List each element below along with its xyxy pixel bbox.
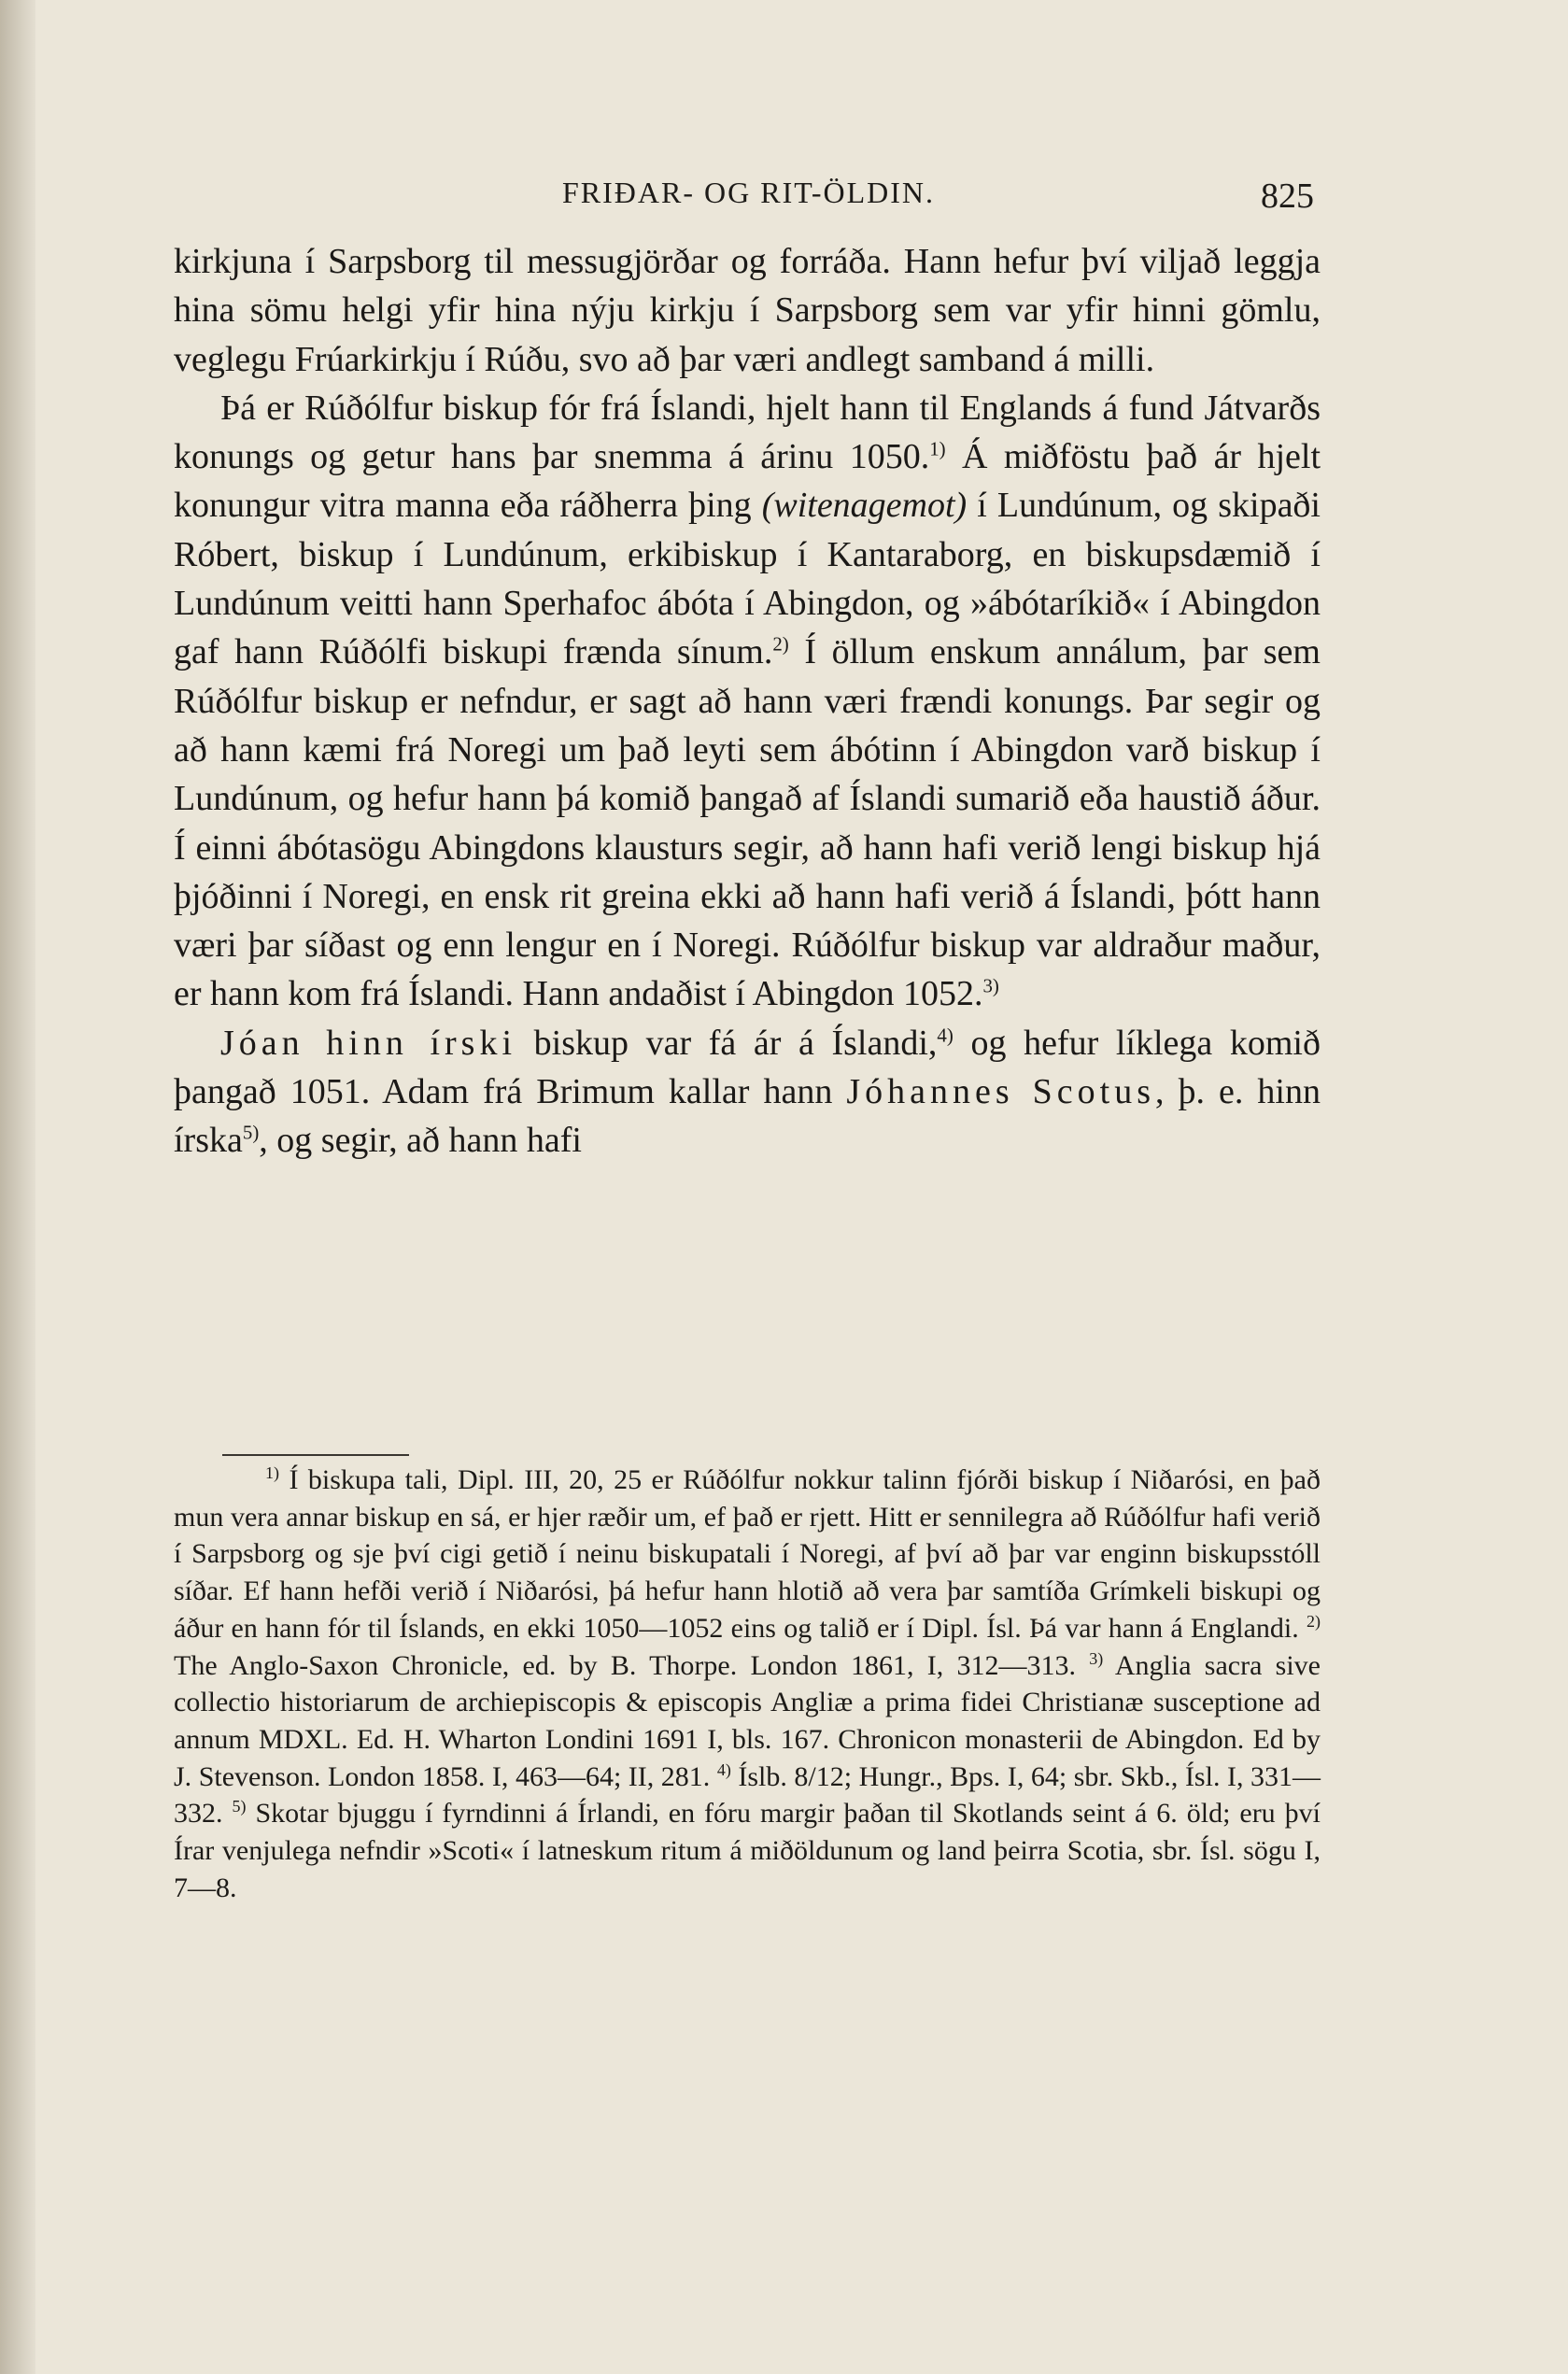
footnote-mark: 2) <box>1307 1611 1321 1631</box>
footnote-text: Í biskupa tali, Dipl. III, 20, 25 er Rúðólfur nokkur talinn fjórði biskup í Niðarósi, en það mun vera annar biskup en sá, er hjer ræðir um, ef það er rjett. Hitt er sennilegra að Rúðólfur hafi verið í Sarpsborg og sje því cigi getið í neinu biskupatali í Noregi, af því að þar var enginn biskupsstóll síðar. Ef hann hefði verið í Niðarósi, þá hefur hann hlotið að vera þar samtíða Grímkeli biskupi og áður en hann fór til Íslands, en ekki 1050—1052 eins og talið er í Dipl. Ísl. Þá var hann á Englandi. <box>174 1464 1321 1644</box>
footnote-mark: 1) <box>265 1463 279 1482</box>
page-number: 825 <box>1261 177 1314 216</box>
text-run: í Lundúnum, og skipaði Róbert, biskup í Lundúnum, erkibiskup í Kantaraborg, en biskupsdæmið í Lundúnum veitti hann Sperhafoc ábóta í Abingdon, og »ábótaríkið« í Abingdon gaf hann Rúðólfi biskupi frænda sínum. <box>174 486 1321 672</box>
paragraph <box>174 1019 1321 1166</box>
paragraph <box>174 384 1321 1019</box>
footnote-block <box>174 1462 1321 1906</box>
footnote-reference: 3) <box>982 974 999 997</box>
text-run: Þá er Rúðólfur biskup fór frá Íslandi, hjelt hann til Englands á fund Játvarðs konungs og getur hans þar snemma á árinu 1050. <box>174 388 1321 477</box>
text-run: , og segir, að hann hafi <box>259 1121 582 1161</box>
footnote-reference: 1) <box>929 437 946 460</box>
footnote-reference: 4) <box>937 1024 954 1047</box>
footnote-separator <box>222 1454 409 1456</box>
footnote-reference: 5) <box>242 1121 260 1144</box>
footnote-mark: 4) <box>716 1759 731 1779</box>
footnote-mark: 3) <box>1089 1648 1104 1668</box>
spaced-name: Jóhannes Scotus <box>846 1072 1156 1112</box>
footnote-text: Anglia sacra sive collectio historiarum de archiepiscopis & episcopis Angliæ a prima fidei Christianæ susceptione ad annum MDXL. Ed. H. Wharton Londini 1691 I, bls. 167. Chronicon monasterii de Abingdon. Ed by J. Stevenson. London 1858. I, 463—64; II, 281. <box>174 1649 1321 1792</box>
footnotes <box>174 1462 1321 1906</box>
running-title: FRIÐAR- OG RIT-ÖLDIN. <box>562 176 936 209</box>
text-run: og hefur líklega komið þangað 1051. Adam frá Brimum kallar hann <box>174 1023 1321 1112</box>
spaced-name: Jóan hinn írski <box>220 1023 517 1063</box>
paragraph <box>174 237 1321 384</box>
italic-term: (witenagemot) <box>761 486 968 526</box>
text-run: Á miðföstu það ár hjelt konungur vitra manna eða ráðherra þing <box>174 437 1321 526</box>
page-gutter-shadow <box>0 0 35 2374</box>
text-run: , þ. e. hinn írska <box>174 1072 1321 1161</box>
body-text <box>174 237 1321 1166</box>
footnote-reference: 2) <box>772 632 789 656</box>
text-run: biskup var fá ár á Íslandi, <box>516 1023 938 1063</box>
text-run: Í öllum enskum annálum, þar sem Rúðólfur biskup er nefndur, er sagt að hann væri frændi konungs. Þar segir og að hann kæmi frá Noregi um það leyti sem ábótinn í Abingdon varð biskup í Lundúnum, og hefur hann þá komið þangað af Íslandi sumarið eða haustið áður. Í einni ábótasögu Abingdons klausturs segir, að hann hafi verið lengi biskup hjá þjóðinni í Noregi, en ensk rit greina ekki að hann hafi verið á Íslandi, þótt hann væri þar síðast og enn lengur en í Noregi. Rúðólfur biskup var aldraður maður, er hann kom frá Íslandi. Hann andaðist í Abingdon 1052. <box>174 632 1321 1014</box>
footnote-text: Íslb. 8/12; Hungr., Bps. I, 64; sbr. Skb., Ísl. I, 331—332. <box>174 1760 1321 1830</box>
footnote-text: The Anglo-Saxon Chronicle, ed. by B. Thorpe. London 1861, I, 312—313. <box>174 1649 1090 1681</box>
running-header <box>0 176 1568 222</box>
footnote-text: Skotar bjuggu í fyrndinni á Írlandi, en fóru margir þaðan til Skotlands seint á 6. öld; eru því Írar venjulega nefndir »Scoti« í latneskum ritum á miðöldunum og land þeirra Scotia, sbr. Ísl. sögu I, 7—8. <box>174 1798 1321 1903</box>
text-run: kirkjuna í Sarpsborg til messugjörðar og forráða. Hann hefur því viljað leggja hina sömu helgi yfir hina nýju kirkju í Sarpsborg sem var yfir hinni gömlu, veglegu Frúarkirkju í Rúðu, svo að þar væri andlegt samband á milli. <box>174 242 1321 379</box>
footnote-mark: 5) <box>232 1797 247 1816</box>
